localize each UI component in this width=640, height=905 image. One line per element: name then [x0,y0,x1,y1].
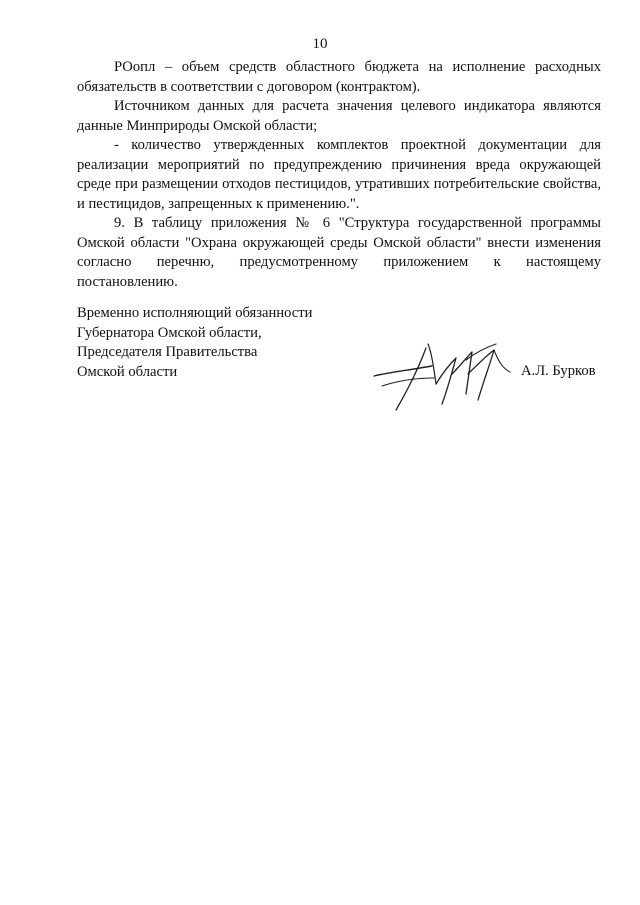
paragraph-item-9-tail: постановлению. [77,273,178,290]
paragraph-rooopl-definition: РОопл – объем средств областного бюджета на исполнение расходных обязательств в соответствии с договором (контрактом). [77,59,601,95]
handwritten-signature [370,334,520,414]
signatory-name: А.Л. Бурков [521,363,596,379]
signatory-title-line-4: Омской области [77,363,178,380]
signatory-title-line-1: Временно исполняющий обязанности [77,305,313,321]
paragraph-data-source: Источником данных для расчета значения целевого индикатора являются данные Минприроды Омской области; [77,98,601,134]
paragraph-item-9 [77,214,601,292]
document-body [77,58,601,292]
signatory-title-block [77,304,312,382]
signatory-title-line-3: Председателя Правительства [77,344,258,361]
paragraph-item-9-text: 9. В таблицу приложения № 6 "Структура государственной программы Омской области "Охрана окружающей среды Омской области" внести изменения согласно перечню, предусмотренному приложением к настоящему [77,215,601,270]
signatory-title-line-2: Губернатора Омской области, [77,324,262,341]
paragraph-project-docs: - количество утвержденных комплектов проектной документации для реализации мероприятий по предупреждению причинения вреда окружающей среде при размещении отходов пестицидов, утративших потребительские свойства, и пестицидов, запрещенных к применению.". [77,137,601,212]
page-number: 10 [312,36,328,52]
